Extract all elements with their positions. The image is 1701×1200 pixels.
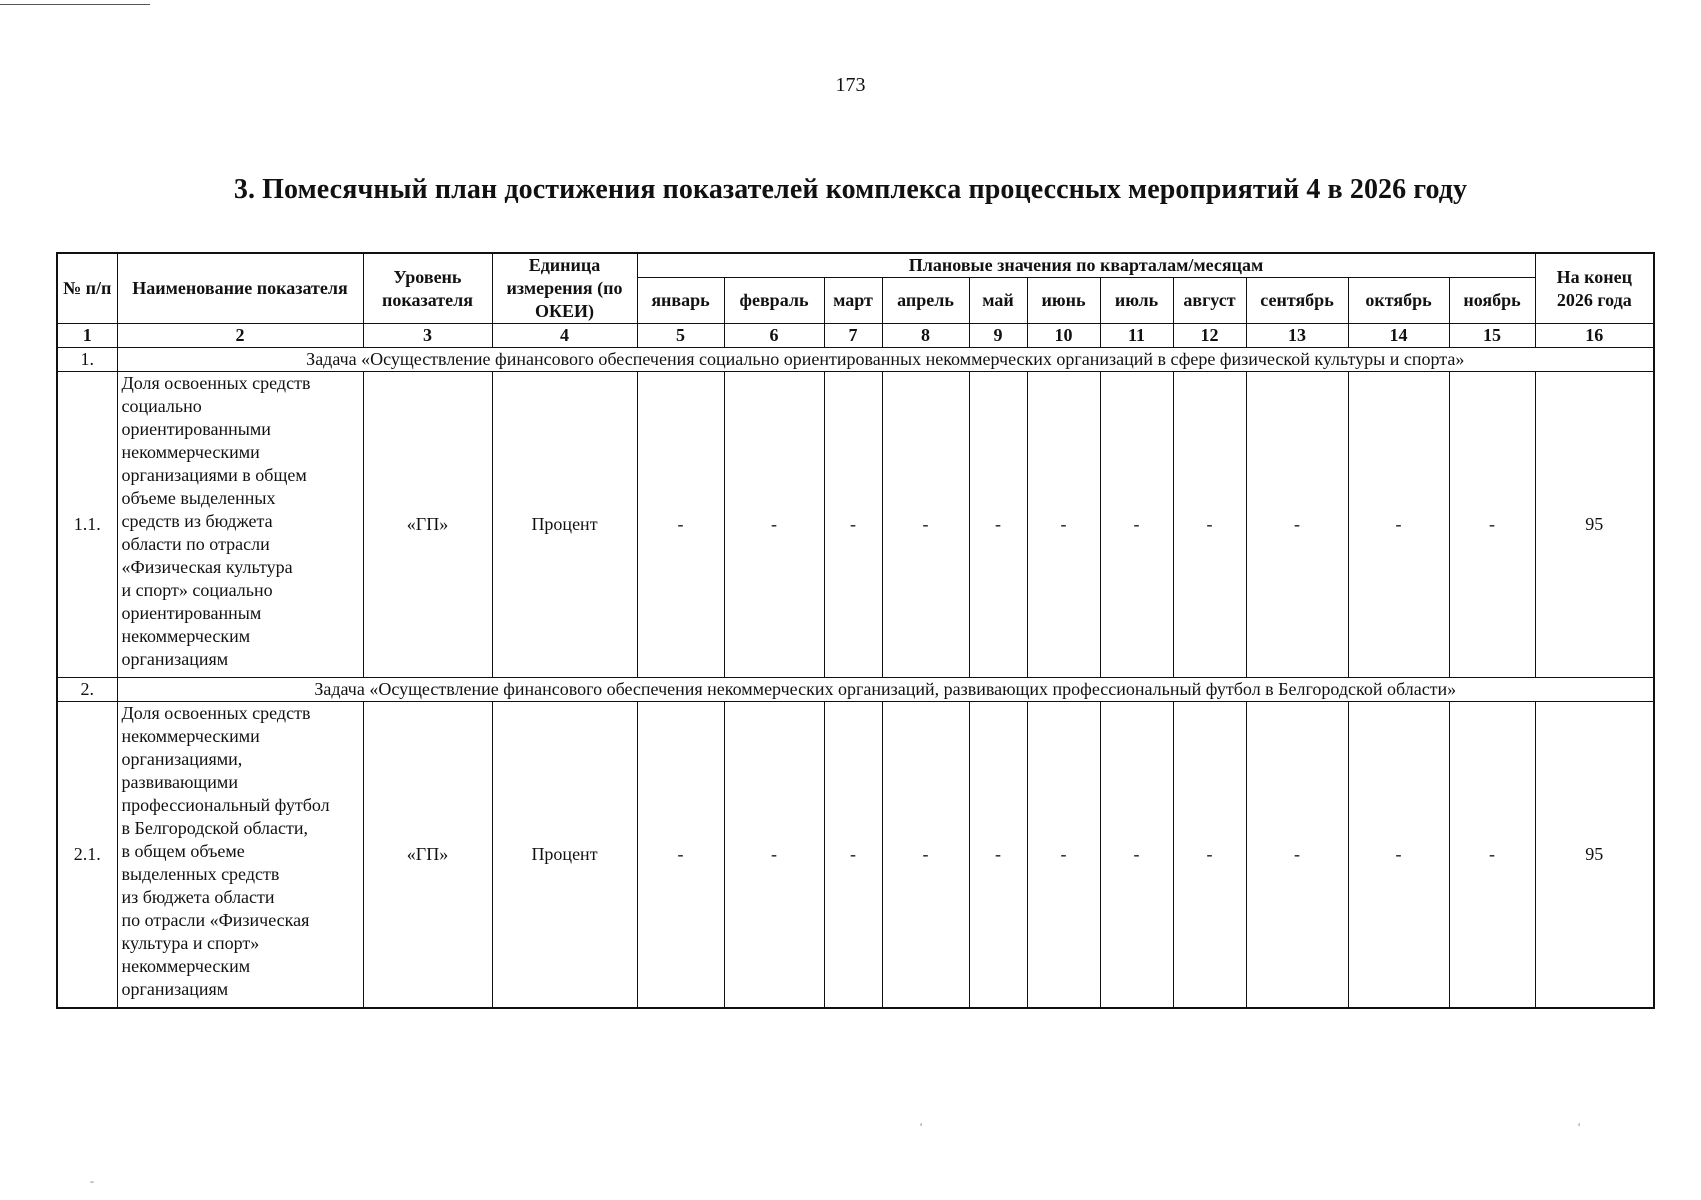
indicator-name-line: из бюджета области — [121, 887, 275, 907]
indicator-name — [117, 702, 363, 1009]
month-value: - — [1348, 702, 1449, 1009]
indicator-name-line: и спорт» социально — [121, 580, 273, 600]
header-num: № п/п — [57, 253, 117, 324]
indicator-name-line: ориентированными — [121, 419, 271, 439]
indicator-name-line: развивающими — [121, 772, 238, 792]
indicator-name-line: некоммерческим — [121, 626, 251, 646]
column-number: 13 — [1246, 324, 1348, 348]
indicator-name-line: «Физическая культура — [121, 557, 293, 577]
header-month: сентябрь — [1246, 278, 1348, 324]
indicator-row — [57, 372, 1654, 678]
header-month: февраль — [724, 278, 824, 324]
column-number: 15 — [1449, 324, 1535, 348]
month-value: - — [1173, 372, 1246, 678]
indicator-name-line: в Белгородской области, — [121, 818, 309, 838]
indicator-name — [117, 372, 363, 678]
month-value: - — [824, 372, 882, 678]
month-value: - — [1100, 372, 1173, 678]
indicator-name-line: культура и спорт» — [121, 933, 260, 953]
indicator-name-line: организациям — [121, 649, 229, 669]
scan-speck: - — [90, 1174, 94, 1188]
month-value: - — [637, 372, 724, 678]
indicator-name-line: некоммерческими — [121, 726, 260, 746]
indicator-name-line: объеме выделенных — [121, 488, 276, 508]
column-number: 1 — [57, 324, 117, 348]
end-of-year-value: 95 — [1535, 372, 1654, 678]
plan-table — [56, 252, 1655, 1009]
scan-speck: ' — [1578, 1120, 1581, 1134]
indicator-number: 1.1. — [57, 372, 117, 678]
header-month: октябрь — [1348, 278, 1449, 324]
header-month: июль — [1100, 278, 1173, 324]
month-value: - — [882, 372, 969, 678]
indicator-name-line: в общем объеме — [121, 841, 245, 861]
column-number: 8 — [882, 324, 969, 348]
column-number: 14 — [1348, 324, 1449, 348]
header-month: май — [969, 278, 1027, 324]
month-value: - — [969, 372, 1027, 678]
indicator-unit: Процент — [492, 372, 637, 678]
header-month: июнь — [1027, 278, 1100, 324]
header-end-of-year: На конец 2026 года — [1535, 253, 1654, 324]
indicator-name-line: ориентированным — [121, 603, 262, 623]
column-number: 9 — [969, 324, 1027, 348]
header-month: март — [824, 278, 882, 324]
indicator-name-line: некоммерческими — [121, 442, 260, 462]
task-description: Задача «Осуществление финансового обеспечения некоммерческих организаций, развивающих профессиональный футбол в Белгородской области» — [117, 678, 1654, 702]
task-number: 2. — [57, 678, 117, 702]
month-value: - — [1449, 702, 1535, 1009]
month-value: - — [1100, 702, 1173, 1009]
scan-speck: ' — [920, 1120, 923, 1134]
indicator-name-line: профессиональный футбол — [121, 795, 330, 815]
month-value: - — [1246, 372, 1348, 678]
indicator-row — [57, 702, 1654, 1009]
column-number: 11 — [1100, 324, 1173, 348]
header-level: Уровень показателя — [363, 253, 492, 324]
header-planned-values: Плановые значения по кварталам/месяцам — [637, 253, 1535, 278]
indicator-name-line: некоммерческим — [121, 956, 251, 976]
month-value: - — [1246, 702, 1348, 1009]
month-value: - — [724, 702, 824, 1009]
column-number: 12 — [1173, 324, 1246, 348]
task-row — [57, 348, 1654, 372]
indicator-name-line: области по отрасли — [121, 534, 270, 554]
header-month: январь — [637, 278, 724, 324]
indicator-level: «ГП» — [363, 702, 492, 1009]
indicator-name-line: социально — [121, 396, 202, 416]
month-value: - — [969, 702, 1027, 1009]
column-number: 3 — [363, 324, 492, 348]
month-value: - — [1173, 702, 1246, 1009]
header-month: апрель — [882, 278, 969, 324]
task-description: Задача «Осуществление финансового обеспечения социально ориентированных некоммерческих организаций в сфере физической культуры и спорта» — [117, 348, 1654, 372]
header-month: август — [1173, 278, 1246, 324]
column-number: 6 — [724, 324, 824, 348]
page-title: 3. Помесячный план достижения показателей комплекса процессных мероприятий 4 в 2026 году — [233, 174, 1468, 205]
column-number-row — [57, 324, 1654, 348]
month-value: - — [824, 702, 882, 1009]
indicator-name-line: организациями, — [121, 749, 243, 769]
month-value: - — [1027, 702, 1100, 1009]
indicator-number: 2.1. — [57, 702, 117, 1009]
indicator-name-line: организациями в общем — [121, 465, 307, 485]
column-number: 7 — [824, 324, 882, 348]
month-value: - — [1027, 372, 1100, 678]
indicator-name-line: Доля освоенных средств — [121, 373, 311, 393]
month-value: - — [724, 372, 824, 678]
task-row — [57, 678, 1654, 702]
indicator-level: «ГП» — [363, 372, 492, 678]
month-value: - — [1348, 372, 1449, 678]
month-value: - — [637, 702, 724, 1009]
corner-rule — [0, 4, 150, 5]
header-name: Наименование показателя — [117, 253, 363, 324]
month-value: - — [882, 702, 969, 1009]
indicator-name-line: средств из бюджета — [121, 511, 273, 531]
indicator-name-line: выделенных средств — [121, 864, 280, 884]
column-number: 2 — [117, 324, 363, 348]
month-value: - — [1449, 372, 1535, 678]
page-number: 173 — [835, 74, 866, 96]
column-number: 5 — [637, 324, 724, 348]
column-number: 16 — [1535, 324, 1654, 348]
column-number: 10 — [1027, 324, 1100, 348]
indicator-name-line: организациям — [121, 979, 229, 999]
header-month: ноябрь — [1449, 278, 1535, 324]
indicator-name-line: Доля освоенных средств — [121, 703, 311, 723]
task-number: 1. — [57, 348, 117, 372]
indicator-name-line: по отрасли «Физическая — [121, 910, 310, 930]
column-number: 4 — [492, 324, 637, 348]
indicator-unit: Процент — [492, 702, 637, 1009]
header-unit: Единица измерения (по ОКЕИ) — [492, 253, 637, 324]
end-of-year-value: 95 — [1535, 702, 1654, 1009]
